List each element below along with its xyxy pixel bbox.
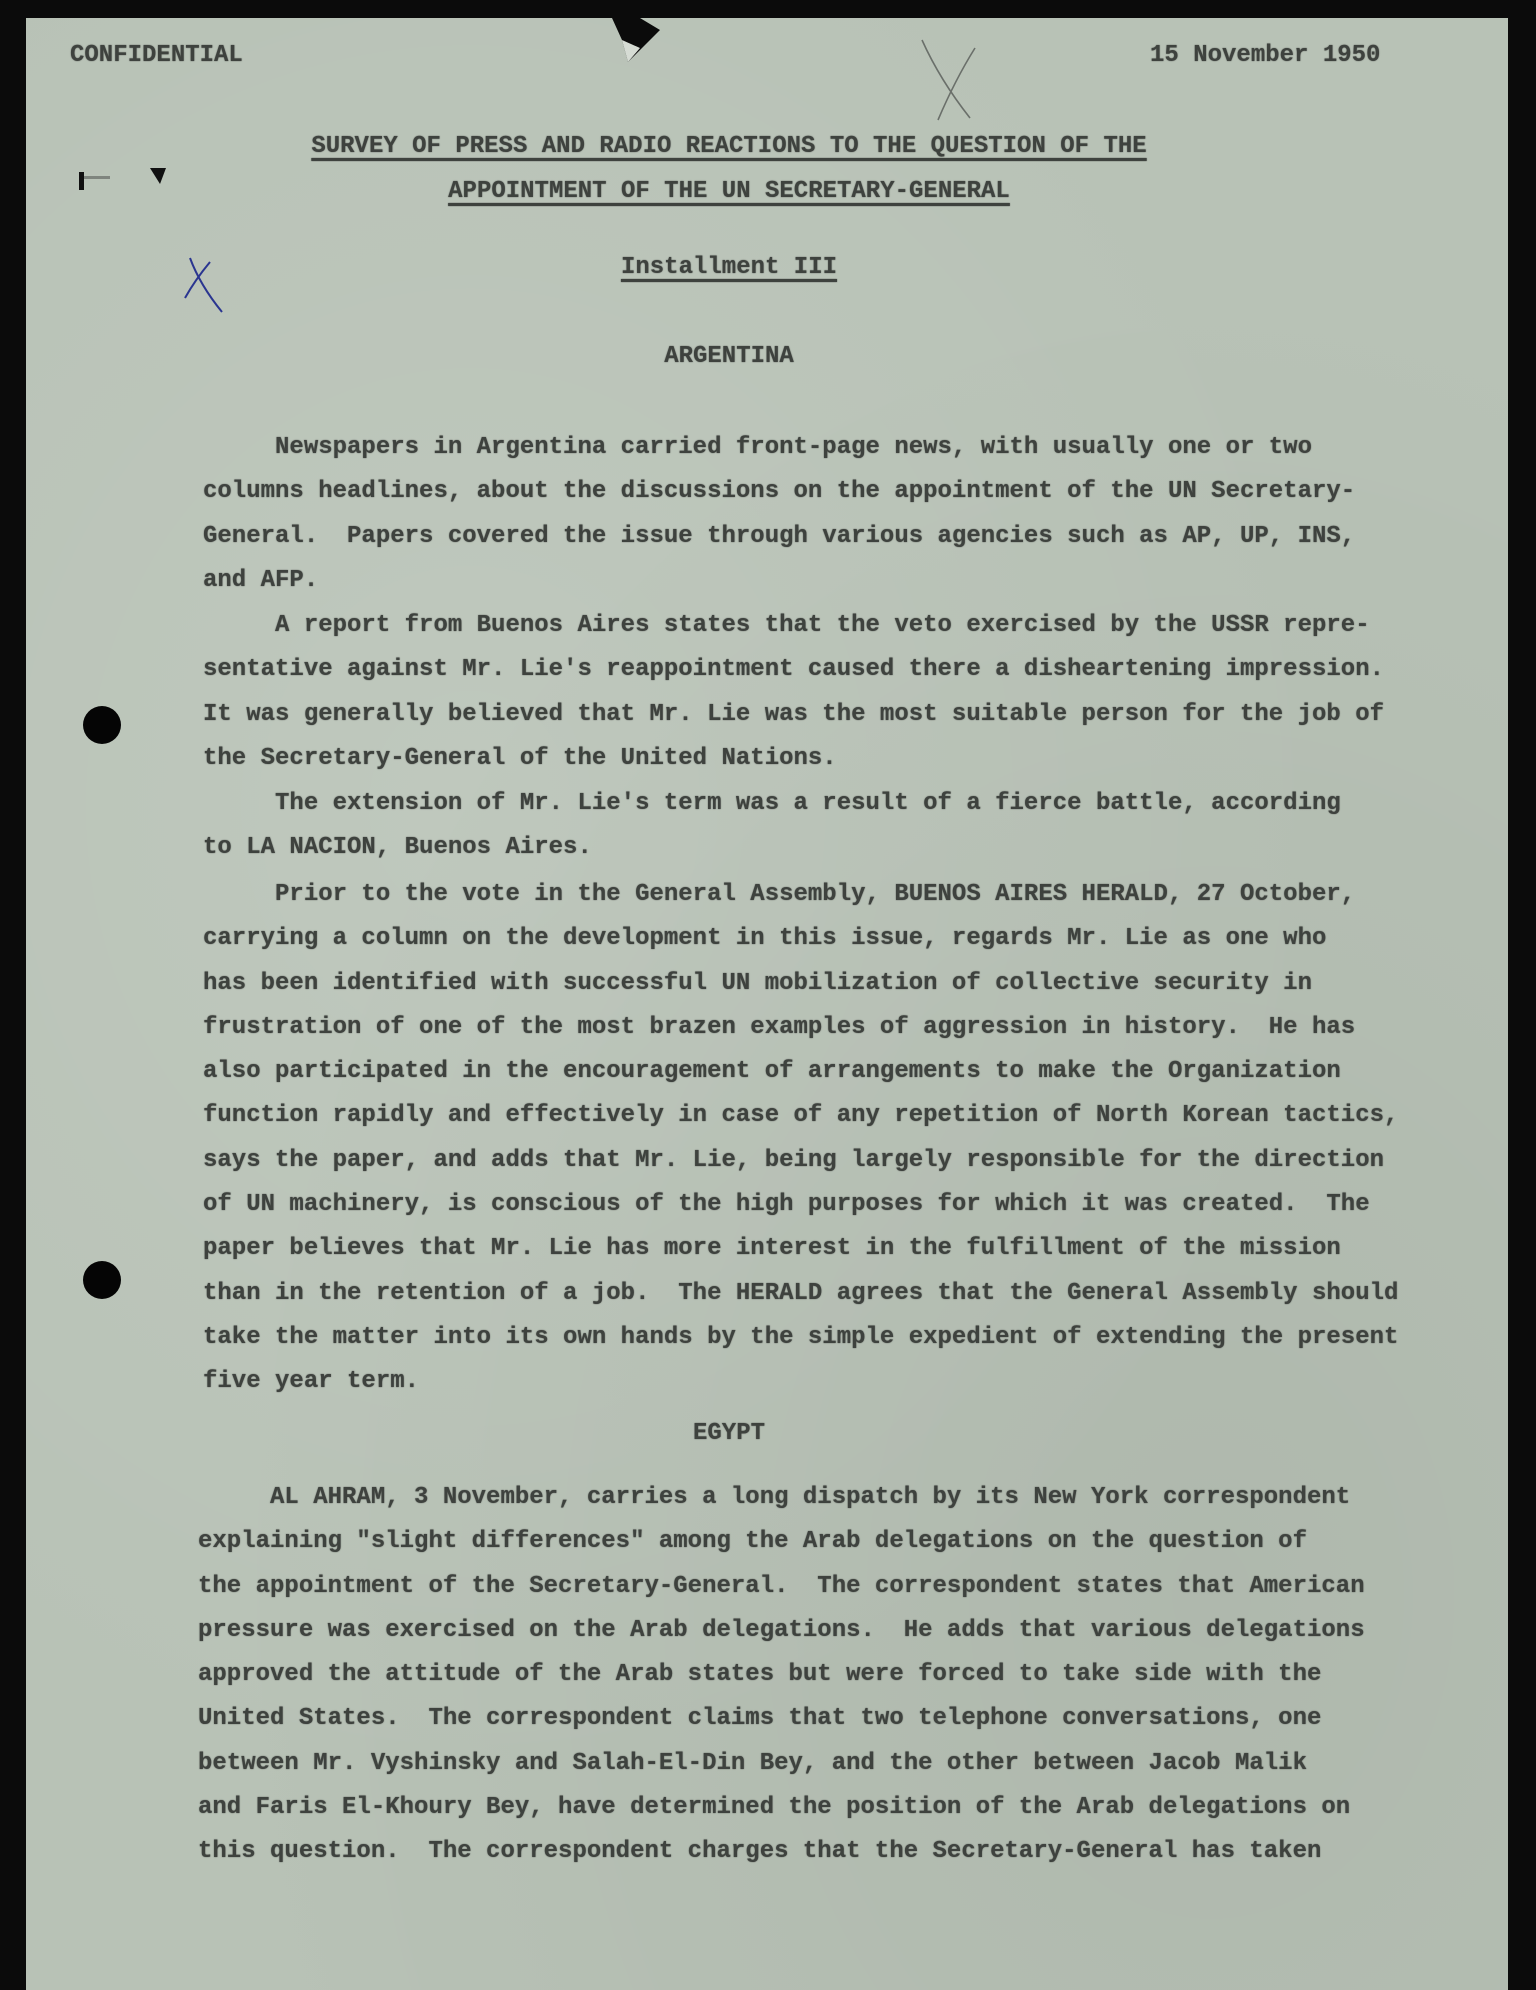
title-line-2: APPOINTMENT OF THE UN SECRETARY-GENERAL [448, 178, 1010, 205]
text-line: frustration of one of the most brazen examples of aggression in history. He has [203, 1013, 1356, 1041]
pencil-x-mark [922, 40, 975, 120]
text-line: between Mr. Vyshinsky and Salah-El-Din Bey, and the other between Jacob Malik [198, 1749, 1307, 1777]
punch-hole [83, 1261, 121, 1299]
text-line: carrying a column on the development in this issue, regards Mr. Lie as one who [203, 925, 1327, 953]
text-line: Newspapers in Argentina carried front-page news, with usually one or two [203, 434, 1312, 461]
text-line: and Faris El-Khoury Bey, have determined the position of the Arab delegations on [198, 1794, 1351, 1822]
punch-hole [83, 706, 121, 744]
text-line: columns headlines, about the discussions on the appointment of the UN Secretary- [203, 478, 1356, 506]
paragraph [203, 604, 1384, 781]
text-line: five year term. [203, 1368, 420, 1396]
section-heading-argentina: ARGENTINA [664, 343, 794, 370]
installment-heading: Installment III [620, 254, 838, 281]
text-line: approved the attitude of the Arab states but were forced to take side with the [198, 1661, 1322, 1689]
text-line: says the paper, and adds that Mr. Lie, being largely responsible for the direction [203, 1146, 1384, 1174]
paragraph [198, 1476, 1365, 1875]
torn-notch [612, 18, 660, 62]
section-heading-egypt: EGYPT [692, 1420, 765, 1447]
margin-tick-mark [79, 168, 166, 190]
paragraph [203, 782, 1341, 871]
text-line: paper believes that Mr. Lie has more interest in the fulfillment of the mission [203, 1235, 1341, 1263]
text-line: explaining "slight differences" among the Arab delegations on the question of [198, 1528, 1307, 1556]
text-line: United States. The correspondent claims that two telephone conversations, one [198, 1705, 1322, 1733]
text-line: and AFP. [203, 566, 319, 594]
document-date: 15 November 1950 [1150, 42, 1381, 69]
text-line: take the matter into its own hands by the simple expedient of extending the present [203, 1323, 1399, 1351]
text-line: also participated in the encouragement of arrangements to make the Organization [203, 1058, 1341, 1086]
text-line: General. Papers covered the issue through various agencies such as AP, UP, INS, [203, 522, 1356, 550]
text-line: Prior to the vote in the General Assembly, BUENOS AIRES HERALD, 27 October, [203, 881, 1356, 908]
paragraph [203, 426, 1355, 603]
paragraph [203, 873, 1398, 1405]
text-line: the Secretary-General of the United Nations. [203, 744, 837, 772]
text-line: this question. The correspondent charges that the Secretary-General has taken [198, 1838, 1322, 1866]
text-line: sentative against Mr. Lie's reappointment caused there a disheartening impression. [203, 656, 1384, 684]
text-line: It was generally believed that Mr. Lie was the most suitable person for the job of [203, 700, 1384, 728]
text-line: A report from Buenos Aires states that the veto exercised by the USSR repre- [203, 612, 1370, 639]
blue-x-mark [185, 258, 222, 312]
classification-label: CONFIDENTIAL [70, 42, 243, 69]
text-line: AL AHRAM, 3 November, carries a long dispatch by its New York correspondent [198, 1484, 1351, 1511]
text-line: has been identified with successful UN mobilization of collective security in [203, 969, 1312, 997]
text-line: function rapidly and effectively in case of any repetition of North Korean tactics, [203, 1102, 1399, 1130]
title-line-1: SURVEY OF PRESS AND RADIO REACTIONS TO THE QUESTION OF THE [311, 133, 1147, 160]
text-line: than in the retention of a job. The HERALD agrees that the General Assembly should [203, 1279, 1399, 1307]
text-line: to LA NACION, Buenos Aires. [203, 834, 592, 862]
text-line: of UN machinery, is conscious of the high purposes for which it was created. The [203, 1191, 1370, 1219]
text-line: The extension of Mr. Lie's term was a result of a fierce battle, according [203, 790, 1341, 817]
text-line: the appointment of the Secretary-General. The correspondent states that American [198, 1572, 1365, 1600]
text-line: pressure was exercised on the Arab delegations. He adds that various delegations [198, 1616, 1365, 1644]
